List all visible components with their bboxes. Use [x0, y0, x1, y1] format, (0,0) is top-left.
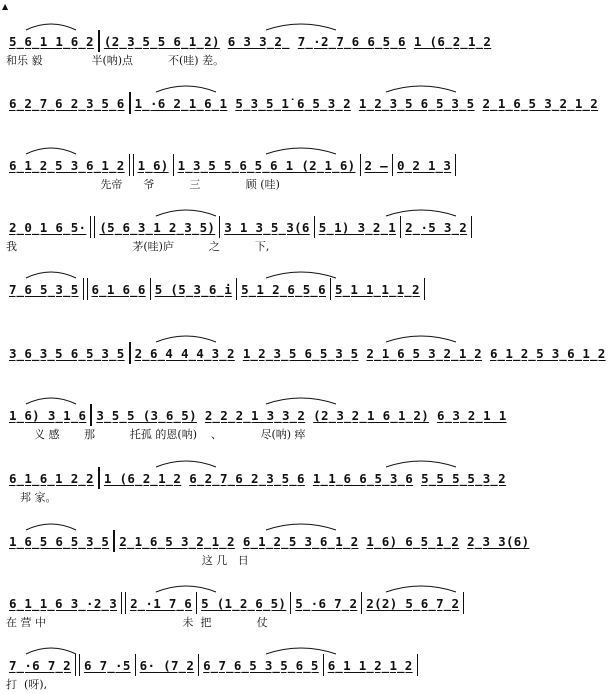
measure: 2̲3 3(6) [467, 533, 530, 549]
score-system [6, 254, 492, 318]
measure: 1̲6) [137, 157, 169, 173]
measure: 1̲6̲5 6̲5̲3̲5 [9, 533, 110, 549]
measure: 1̲1̲6 6̲5̲3̲6 [312, 470, 414, 486]
barline [113, 530, 115, 552]
measure: 3̲6̲3̲5 6̲5̲3̲5 [9, 345, 125, 361]
score-system [6, 318, 606, 382]
measure: 6 3 3̲2̲ [227, 33, 290, 49]
notes-line [6, 278, 492, 300]
barline [198, 654, 199, 676]
measure: 5̲6̲1 1̲6̲2 [9, 33, 94, 49]
measure: 2̲6̲4 4̲4̲3̲2 [134, 345, 235, 361]
measure: 5̲3̲5̲1̇ 6̲5̲3̲2 [235, 95, 351, 111]
measure: 6̲2̲7̲6 2̲3̲5̲6 [9, 95, 125, 111]
barline [129, 342, 131, 364]
measure: 2 – [364, 157, 388, 173]
barline [98, 467, 100, 489]
barline [424, 278, 425, 300]
measure: 6· (7̲2 [139, 657, 195, 673]
barline [323, 654, 324, 676]
barline [236, 278, 237, 300]
measure: 6̲7̲6̲5 3̲5̲6̲5 [203, 657, 319, 673]
measure: 6̲1 6̲6 [91, 281, 146, 297]
barline [455, 154, 456, 176]
measure: 6̲1̲2̲5 3̲6̲1̲2 [490, 345, 606, 361]
measure: 6̲1 1̲2̲1̲2 [327, 657, 413, 673]
measure: 3 1 3̲5̲3(6 [224, 219, 310, 235]
score-system [6, 6, 492, 70]
measure: (2̲3̲5̲5 6̲1̲2) [103, 33, 220, 49]
measure: 2̲·5 3̲2 [405, 219, 468, 235]
barline [98, 30, 100, 52]
barline [360, 154, 361, 176]
lyric-line: 和乐 毅 半(呐)点 不(哇) 差。 [6, 54, 225, 67]
measure: 5̲1 2̲6̲5̲6 [241, 281, 326, 297]
barline [417, 654, 418, 676]
score-system [6, 68, 599, 132]
score-system [6, 506, 530, 570]
measure: 0̲2 1̲3 [396, 157, 452, 173]
measure: 6̲1̲2̲5 3̲6̲1̲2 [242, 533, 359, 549]
measure: 7̲·2̲7̲6 6̲5̲6 [297, 33, 406, 49]
lyric-line: 义 感 那 托孤 的恩(呐) 、 尽(呐) 瘁 [6, 428, 306, 441]
lyric-line: 这 几 日 [6, 554, 249, 567]
measure: 1̲3̲5 5̲6̲5̲6 1 (2̲1̲6) [177, 157, 356, 173]
measure: 2̲1̲6̲5 3̲2̲1̲2 [119, 533, 235, 549]
barline [83, 278, 88, 300]
measure: 2̲0̲1 6̲5· [9, 219, 87, 235]
barline [471, 216, 472, 238]
barline [330, 278, 331, 300]
lyric-line: 在 营 中 未 把 仗 [6, 616, 268, 629]
measure: 5̲1) 3̲2̲1 [318, 219, 397, 235]
measure: 3̲5̲5 (3̲6̲5) [96, 407, 197, 423]
measure: 2̲1̲6̲5 3̲2̲1̲2 [482, 95, 599, 111]
notes-line [6, 592, 492, 614]
barline [392, 154, 393, 176]
barline [135, 654, 136, 676]
notes-line [6, 30, 492, 52]
measure: 1̲2̲3̲5 6̲5̲3̲5 [358, 95, 475, 111]
notes-line [6, 342, 606, 364]
measure: 6̲1̲2̲5 3̲6̲1̲2 [9, 157, 125, 173]
barline [75, 654, 80, 676]
lyric-line: 我 茅(哇)庐 之 下, [6, 240, 270, 253]
score-system [6, 630, 492, 694]
measure: 5 (1̲2̲6̲5) [201, 595, 287, 611]
measure: 7̲6 5̲3̲5 [9, 281, 79, 297]
barline [129, 154, 134, 176]
notes-line [6, 467, 506, 489]
notes-line [6, 530, 530, 552]
measure: 5̲1 1̲1̲1̲2 [334, 281, 420, 297]
barline [121, 592, 126, 614]
notes-line [6, 216, 492, 238]
score-system [6, 443, 506, 507]
measure: 1̲6) 3̲1̲6 [9, 407, 87, 423]
barline [463, 592, 464, 614]
barline [129, 92, 131, 114]
measure: 6 7̲·5 [84, 657, 131, 673]
measure: 6̲1̲1̲6 3̲·2̲3 [9, 595, 118, 611]
measure: 2(2) 5̲6̲7̲2 [366, 595, 460, 611]
lyric-line: 打 (呀), [6, 678, 48, 691]
measure: 6̲1̲6̲1 2̲2 [9, 470, 94, 486]
barline [361, 592, 362, 614]
measure: 1 (6̲2̲1̲2 [103, 470, 182, 486]
measure: 2̲2̲2̲1 3̲3̲2 [204, 407, 306, 423]
barline [314, 216, 315, 238]
score-system [6, 380, 507, 444]
measure: 1̲·6 2̲1̲6̲1 [134, 95, 228, 111]
score-system [6, 192, 492, 256]
notes-line [6, 654, 492, 676]
barline [219, 216, 220, 238]
score-system [6, 130, 492, 194]
barline [290, 592, 291, 614]
barline [90, 216, 95, 238]
measure: 1̲2̲3̲5 6̲5̲3̲5 [242, 345, 359, 361]
barline [400, 216, 401, 238]
measure: 1̲6) 6̲5̲1̲2 [366, 533, 460, 549]
barline [90, 404, 92, 426]
barline [173, 154, 174, 176]
score-system [6, 568, 492, 632]
measure: 5 (5̲3̲6̲i [154, 281, 233, 297]
barline [150, 278, 151, 300]
measure: (5̲6̲3̲1 2̲3̲5) [99, 219, 216, 235]
measure: 6̲3̲2̲1 1 [437, 407, 507, 423]
lyric-line: 先帝 爷 三 顾 (哇) [6, 178, 280, 191]
lyric-line: 邦 家。 [6, 491, 57, 504]
corner-mark: ▲ [2, 2, 9, 11]
measure: 2̲·1 7̲6 [130, 595, 193, 611]
notes-line [6, 404, 507, 426]
measure: 6̲2̲7̲6 2̲3̲5̲6 [189, 470, 305, 486]
measure: 5̲·6 7̲2 [295, 595, 358, 611]
measure: 2̲1̲6̲5 3̲2̲1̲2 [366, 345, 483, 361]
measure: 7̲·6 7̲2 [9, 657, 72, 673]
notes-line [6, 92, 599, 114]
measure: 1 (6̲2̲1̲2 [413, 33, 492, 49]
measure: (2̲3̲2̲1 6̲1̲2) [313, 407, 430, 423]
barline [196, 592, 197, 614]
notes-line [6, 154, 492, 176]
measure: 5̲5 5̲5̲3̲2 [421, 470, 506, 486]
